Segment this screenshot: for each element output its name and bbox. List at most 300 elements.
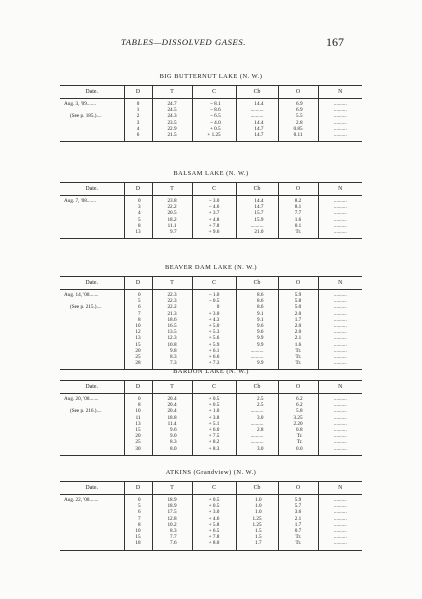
reference-note: (See p. 216.).... xyxy=(70,408,102,415)
value-o: Tr. xyxy=(295,347,302,354)
value-t: 7.3 xyxy=(170,360,177,367)
column-c-cell xyxy=(192,290,236,370)
value-o: 6.2 xyxy=(296,396,303,402)
value-cb: 8.6 xyxy=(257,292,264,298)
value-cb: 1.5 xyxy=(255,527,262,534)
column-n-cell xyxy=(318,99,362,142)
table-header xyxy=(60,381,362,394)
value-d: 6 xyxy=(136,131,140,138)
gas-table xyxy=(60,85,362,142)
value-n: .......... xyxy=(333,304,347,311)
value-t: 18.6 xyxy=(167,316,177,323)
value-t: 10.8 xyxy=(167,341,177,348)
column-header: T xyxy=(152,183,192,196)
column-t-cell xyxy=(152,495,192,551)
value-stack xyxy=(293,396,302,452)
value-cb: 3.0 xyxy=(257,414,264,421)
column-header: O xyxy=(278,86,318,99)
value-d: 20 xyxy=(135,347,141,354)
column-c-cell xyxy=(192,99,236,142)
value-cb: 1.25 xyxy=(252,515,262,522)
column-header: O xyxy=(278,381,318,394)
value-stack xyxy=(135,292,140,366)
value-c: 0 xyxy=(216,304,220,311)
date-text: Aug. 14, '08....... xyxy=(64,292,99,298)
value-stack xyxy=(209,198,220,235)
value-cb: 9.6 xyxy=(257,322,264,329)
value-cb: 1.0 xyxy=(255,503,262,510)
value-cb: 14.4 xyxy=(254,198,264,204)
value-t: 21.3 xyxy=(167,310,177,317)
column-n-cell xyxy=(318,495,362,551)
value-cb: 21.0 xyxy=(254,228,264,235)
column-header: O xyxy=(278,482,318,495)
value-c: + 7.8 xyxy=(208,534,220,541)
value-o: 6.9 xyxy=(296,107,303,114)
value-cb: 2.8 xyxy=(257,426,264,433)
reference-note: (See p. 185.).... xyxy=(70,113,102,120)
column-header: Cb xyxy=(236,277,278,290)
value-t: 7.7 xyxy=(170,534,177,541)
value-t: 18.9 xyxy=(167,503,177,510)
value-o: 1.6 xyxy=(294,341,302,348)
value-cb: 9.9 xyxy=(257,341,264,348)
value-d: 10 xyxy=(135,408,141,415)
date-cell xyxy=(60,394,124,456)
column-header: N xyxy=(318,381,362,394)
value-n: .......... xyxy=(333,316,347,323)
value-o: Tr. xyxy=(295,534,302,541)
value-c: + 5.6 xyxy=(208,335,220,342)
value-c: – 8.1 xyxy=(210,101,221,107)
column-header: N xyxy=(318,482,362,495)
value-d: 8 xyxy=(138,521,141,528)
value-n: .......... xyxy=(333,292,347,298)
value-o: 6.9 xyxy=(296,101,303,107)
column-header: C xyxy=(192,381,236,394)
value-c: – 4.6 xyxy=(208,204,220,211)
value-stack xyxy=(334,198,347,235)
value-c: + 7.3 xyxy=(208,360,220,367)
value-t: 11.1 xyxy=(167,222,177,229)
value-n: .......... xyxy=(333,310,347,317)
value-n: .......... xyxy=(333,125,347,132)
value-stack xyxy=(137,101,140,138)
value-o: 2.0 xyxy=(294,329,302,336)
value-c: + 5.0 xyxy=(208,322,220,329)
value-cb: .......... xyxy=(250,113,264,120)
value-d: 10 xyxy=(135,527,141,534)
value-cb: 1.25 xyxy=(252,521,262,528)
value-d: 5 xyxy=(138,503,141,510)
value-o: 5.8 xyxy=(294,298,302,305)
value-stack xyxy=(252,497,261,547)
value-o: Tr. xyxy=(295,540,302,547)
value-c: + 3.0 xyxy=(208,310,220,317)
column-header: Date. xyxy=(60,381,124,394)
column-cb-cell xyxy=(236,99,278,142)
value-t: 22.9 xyxy=(167,125,177,132)
column-o-cell xyxy=(278,196,318,239)
value-o: Tr. xyxy=(296,439,303,446)
value-cb: 1.0 xyxy=(255,497,262,503)
value-o: Tr. xyxy=(295,228,302,235)
value-cb: 3.0 xyxy=(257,445,264,452)
value-n: .......... xyxy=(333,433,347,440)
value-d: 5 xyxy=(138,298,141,305)
table-body xyxy=(60,495,362,551)
value-n: .......... xyxy=(333,540,347,547)
column-header: T xyxy=(152,381,192,394)
column-o-cell xyxy=(278,290,318,370)
value-d: 18 xyxy=(135,540,141,547)
value-n: .......... xyxy=(333,408,347,415)
value-t: 8.3 xyxy=(170,353,177,360)
value-n: .......... xyxy=(333,131,347,138)
value-d: 15 xyxy=(135,534,141,541)
value-cb: 9.1 xyxy=(257,310,264,317)
header-row xyxy=(60,381,362,394)
table-header xyxy=(60,482,362,495)
value-n: .......... xyxy=(333,222,347,229)
value-n: .......... xyxy=(333,509,347,516)
table-row xyxy=(60,290,362,370)
lake-title: BIG BUTTERNUT LAKE (N. W.) xyxy=(159,73,263,80)
value-t: 9.6 xyxy=(170,426,177,433)
value-cb: 14.4 xyxy=(254,101,264,107)
value-d: 0 xyxy=(138,497,141,503)
value-stack xyxy=(334,101,347,138)
value-stack xyxy=(167,497,176,547)
value-t: 23.5 xyxy=(167,119,177,126)
value-d: 15 xyxy=(135,426,141,433)
value-d: 0 xyxy=(138,396,141,402)
table-header xyxy=(60,86,362,99)
value-stack xyxy=(251,396,264,452)
value-n: .......... xyxy=(333,497,347,503)
value-n: .......... xyxy=(333,198,347,204)
value-t: 10.2 xyxy=(167,521,177,528)
value-t: 20.4 xyxy=(167,408,177,415)
value-d: 7 xyxy=(138,310,141,317)
value-o: 5.9 xyxy=(294,292,302,298)
date-text: Aug. 20, '08....... xyxy=(64,396,99,402)
value-c: + 4.3 xyxy=(208,316,220,323)
gas-table xyxy=(60,182,362,239)
value-c: + 4.6 xyxy=(208,515,220,522)
value-t: 18.8 xyxy=(167,414,177,421)
value-o: 6.2 xyxy=(296,402,303,409)
reference-note: (See p. 215.).... xyxy=(70,304,102,311)
value-o: 7.7 xyxy=(294,210,302,217)
date-cell xyxy=(60,495,124,551)
value-t: 22.3 xyxy=(167,298,177,305)
value-t: 24.3 xyxy=(167,113,177,120)
value-cb: 9.9 xyxy=(257,335,264,342)
value-t: 23.8 xyxy=(167,198,177,204)
value-c: – 0.5 xyxy=(208,298,220,305)
value-c: – 4.0 xyxy=(210,119,221,126)
value-t: 18.9 xyxy=(167,497,177,503)
value-t: 9.0 xyxy=(170,433,177,440)
value-n: .......... xyxy=(333,521,347,528)
value-stack xyxy=(295,292,301,366)
value-stack xyxy=(295,198,301,235)
column-header: D xyxy=(124,86,152,99)
column-header: D xyxy=(124,277,152,290)
value-d: 13 xyxy=(135,420,141,427)
column-header: O xyxy=(278,277,318,290)
column-t-cell xyxy=(152,394,192,456)
value-c: + 6.5 xyxy=(208,527,220,534)
value-t: 24.7 xyxy=(167,101,177,107)
value-n: .......... xyxy=(333,527,347,534)
value-o: 5.0 xyxy=(294,304,302,311)
value-d: 2 xyxy=(136,113,140,120)
value-c: – 8.6 xyxy=(210,107,221,114)
value-n: .......... xyxy=(333,445,347,452)
column-header: T xyxy=(152,86,192,99)
value-o: 8.1 xyxy=(294,204,302,211)
table-header xyxy=(60,277,362,290)
date-cell xyxy=(60,99,124,142)
value-cb: 9.1 xyxy=(257,316,264,323)
column-d-cell xyxy=(124,196,152,239)
gas-table xyxy=(60,276,362,370)
value-cb: 15.9 xyxy=(254,216,264,223)
value-stack xyxy=(135,396,140,452)
column-c-cell xyxy=(192,196,236,239)
value-stack xyxy=(293,101,302,138)
value-n: .......... xyxy=(333,503,347,510)
value-o: 2.0 xyxy=(294,322,302,329)
value-t: 11.4 xyxy=(167,420,177,427)
value-n: .......... xyxy=(333,228,347,235)
value-o: 1.7 xyxy=(294,521,302,528)
value-o: 5.5 xyxy=(296,113,303,120)
value-o: 8.2 xyxy=(294,198,302,204)
value-c: + 5.9 xyxy=(208,341,220,348)
value-d: 8 xyxy=(138,222,141,229)
value-t: 13.5 xyxy=(167,329,177,336)
value-n: .......... xyxy=(333,216,347,223)
value-n: .......... xyxy=(333,353,347,360)
value-o: 0.0 xyxy=(296,445,303,452)
value-d: 25 xyxy=(135,439,141,446)
value-cb: .......... xyxy=(250,433,264,440)
value-stack xyxy=(209,396,220,452)
value-cb: 14.7 xyxy=(254,125,264,132)
value-d: 13 xyxy=(135,335,141,342)
value-d: 6 xyxy=(138,304,141,311)
value-c: + 0.5 xyxy=(208,396,220,402)
value-d: 30 xyxy=(135,445,141,452)
value-n: .......... xyxy=(333,515,347,522)
value-c: + 5.3 xyxy=(208,329,220,336)
value-stack xyxy=(334,497,347,547)
value-d: 11 xyxy=(135,414,141,421)
date-text: Aug. 3, '09....... xyxy=(64,101,96,107)
column-header: Cb xyxy=(236,86,278,99)
column-n-cell xyxy=(318,394,362,456)
value-n: .......... xyxy=(333,414,347,421)
column-header: T xyxy=(152,482,192,495)
value-c: + 0.5 xyxy=(208,503,220,510)
value-c: – 1.0 xyxy=(208,292,220,298)
value-cb: 2.5 xyxy=(257,396,264,402)
column-header: Date. xyxy=(60,86,124,99)
value-d: 12 xyxy=(135,329,141,336)
value-o: 0.11 xyxy=(293,131,303,138)
value-d: 5 xyxy=(138,216,141,223)
value-t: 22.3 xyxy=(167,292,177,298)
value-cb: 14.7 xyxy=(254,204,264,211)
value-stack xyxy=(251,292,264,366)
value-d: 8 xyxy=(138,316,141,323)
value-cb: 1.7 xyxy=(255,540,262,547)
value-c: + 6.1 xyxy=(208,347,220,354)
value-n: .......... xyxy=(333,298,347,305)
column-header: O xyxy=(278,183,318,196)
value-c: + 6.0 xyxy=(208,426,220,433)
value-c: + 5.1 xyxy=(208,420,220,427)
value-c: + 7.5 xyxy=(208,433,220,440)
column-cb-cell xyxy=(236,290,278,370)
value-stack xyxy=(167,292,176,366)
lake-title: BEAVER DAM LAKE (N. W.) xyxy=(165,264,257,271)
value-d: 0 xyxy=(138,198,141,204)
value-d: 3 xyxy=(138,204,141,211)
column-header: N xyxy=(318,277,362,290)
column-cb-cell xyxy=(236,394,278,456)
column-d-cell xyxy=(124,290,152,370)
page-number: 167 xyxy=(326,35,344,49)
lake-title: BALSAM LAKE (N. W.) xyxy=(173,170,249,177)
value-o: 2.1 xyxy=(294,335,302,342)
header-row xyxy=(60,277,362,290)
value-o: 1.6 xyxy=(294,216,302,223)
value-cb: .......... xyxy=(250,439,264,446)
value-stack xyxy=(167,198,176,235)
value-cb: 14.4 xyxy=(254,119,264,126)
value-cb: 9.6 xyxy=(257,329,264,336)
value-o: 1.7 xyxy=(294,316,302,323)
value-c: + 3.0 xyxy=(208,509,220,516)
value-n: .......... xyxy=(333,335,347,342)
value-n: .......... xyxy=(333,101,347,107)
value-d: 20 xyxy=(135,433,141,440)
value-d: 10 xyxy=(135,322,141,329)
value-cb: .......... xyxy=(250,347,264,354)
value-n: .......... xyxy=(333,107,347,114)
value-o: 3.25 xyxy=(293,414,303,421)
column-header: Cb xyxy=(236,381,278,394)
value-o: Tr. xyxy=(295,353,302,360)
running-head-title: TABLES—DISSOLVED GASES. xyxy=(121,37,247,47)
value-d: 7 xyxy=(138,515,141,522)
header-row xyxy=(60,183,362,196)
column-d-cell xyxy=(124,495,152,551)
header-row xyxy=(60,482,362,495)
column-header: C xyxy=(192,183,236,196)
table-body xyxy=(60,99,362,142)
value-t: 21.5 xyxy=(167,131,177,138)
value-o: 5.9 xyxy=(294,497,302,503)
value-stack xyxy=(167,396,176,452)
value-cb: 8.6 xyxy=(257,298,264,305)
value-t: 7.6 xyxy=(170,540,177,547)
value-t: 24.5 xyxy=(167,107,177,114)
value-d: 0 xyxy=(136,101,140,107)
value-t: 17.5 xyxy=(167,509,177,516)
value-c: + 0.5 xyxy=(208,402,220,409)
value-c: – 3.0 xyxy=(208,198,220,204)
value-c: – 6.5 xyxy=(210,113,221,120)
value-n: .......... xyxy=(333,204,347,211)
column-c-cell xyxy=(192,394,236,456)
column-header: Cb xyxy=(236,183,278,196)
value-o: 2.0 xyxy=(294,310,302,317)
value-o: 0.8 xyxy=(296,426,303,433)
value-t: 22.2 xyxy=(167,304,177,311)
value-cb: .......... xyxy=(250,408,264,415)
column-t-cell xyxy=(152,290,192,370)
value-c: + 5.8 xyxy=(208,521,220,528)
table-row xyxy=(60,99,362,142)
value-c: + 3.7 xyxy=(208,210,220,217)
value-c: + 1.25 xyxy=(207,131,221,138)
value-n: .......... xyxy=(333,329,347,336)
column-header: D xyxy=(124,183,152,196)
gas-table xyxy=(60,481,362,551)
value-c: + 9.6 xyxy=(208,228,220,235)
value-stack xyxy=(167,101,176,138)
value-t: 9.8 xyxy=(170,347,177,354)
value-t: 9.7 xyxy=(170,228,177,235)
column-header: D xyxy=(124,381,152,394)
value-o: 3.6 xyxy=(294,509,302,516)
value-d: 6 xyxy=(138,509,141,516)
value-cb: .......... xyxy=(250,107,264,114)
value-t: 16.5 xyxy=(167,322,177,329)
value-cb: 15.7 xyxy=(254,210,264,217)
table-row xyxy=(60,495,362,551)
value-n: .......... xyxy=(333,396,347,402)
column-header: C xyxy=(192,482,236,495)
value-n: .......... xyxy=(333,439,347,446)
running-head xyxy=(0,37,422,51)
value-cb: 1.5 xyxy=(255,534,262,541)
value-d: 1 xyxy=(136,107,140,114)
column-cb-cell xyxy=(236,495,278,551)
value-d: 4 xyxy=(136,125,140,132)
table-row xyxy=(60,394,362,456)
table-body xyxy=(60,290,362,370)
value-n: .......... xyxy=(333,360,347,367)
value-c: + 8.2 xyxy=(208,439,220,446)
value-o: 2.20 xyxy=(293,420,303,427)
value-t: 8.3 xyxy=(170,439,177,446)
value-t: 20.4 xyxy=(167,402,177,409)
lake-title: BARDON LAKE (N. W.) xyxy=(173,368,249,375)
column-cb-cell xyxy=(236,196,278,239)
value-d: 4 xyxy=(138,210,141,217)
value-d: 28 xyxy=(135,360,141,367)
value-d: 25 xyxy=(135,353,141,360)
value-stack xyxy=(135,497,140,547)
column-d-cell xyxy=(124,99,152,142)
value-c: + 8.3 xyxy=(208,445,220,452)
